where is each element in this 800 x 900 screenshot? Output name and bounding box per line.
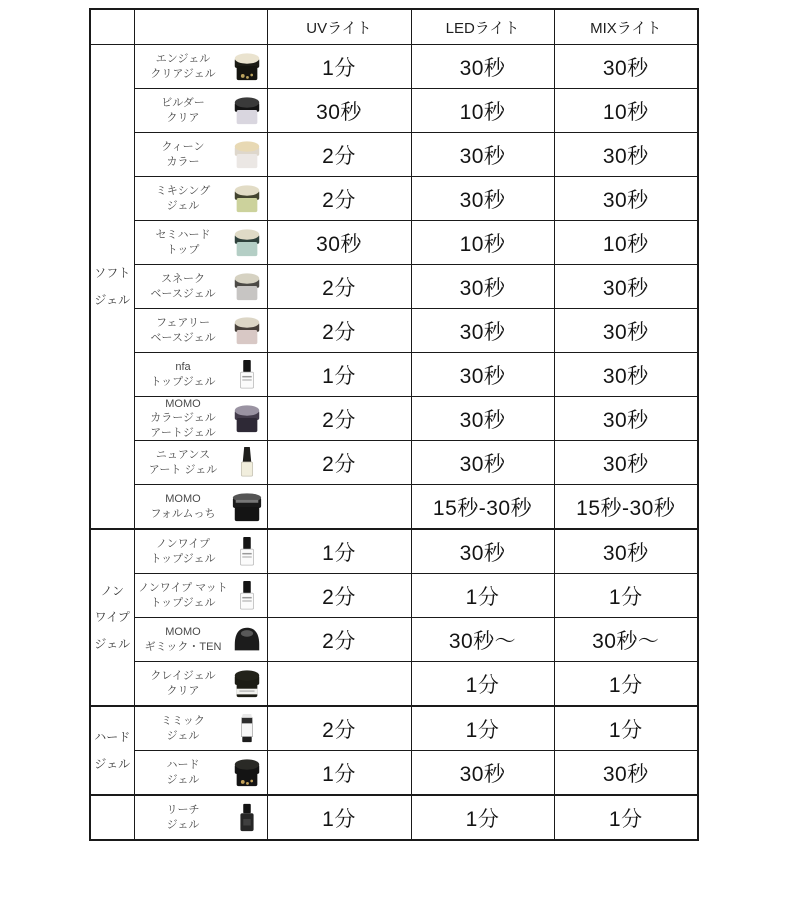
uv-time-cell: 2分 [267,177,411,221]
header-row [90,9,698,45]
product-name: ビルダー クリア [161,97,205,124]
product-name: エンジェル クリアジェル [150,53,216,80]
table-row [90,751,698,796]
group-label-non-wipe-gel [90,529,134,706]
group-label-line: ジェル [94,292,131,307]
product-name: nfa トップジェル [150,361,216,388]
mix-time-cell: 30秒 [554,177,698,221]
led-time-cell: 15秒-30秒 [411,485,554,530]
table-row [90,221,698,265]
table-row [90,265,698,309]
table-row [90,89,698,133]
mix-time-cell: 30秒 [554,529,698,574]
table-row [90,706,698,751]
product-name: MOMO フォルムっち [150,493,216,520]
mix-time-cell: 1分 [554,795,698,840]
led-time-cell: 30秒 [411,309,554,353]
mix-time-cell: 30秒 [554,751,698,796]
table-row [90,574,698,618]
jar-icon [230,755,264,791]
product-cell [134,353,267,397]
product-name: ミミック ジェル [161,715,205,742]
led-time-cell: 1分 [411,795,554,840]
led-time-cell: 1分 [411,662,554,707]
product-cell [134,618,267,662]
mix-time-cell: 1分 [554,706,698,751]
led-time-cell: 30秒 [411,133,554,177]
group-label-line: ソフト [94,266,131,281]
uv-time-cell [267,662,411,707]
jar-icon [230,401,264,437]
product-cell [134,221,267,265]
table-row [90,397,698,441]
uv-time-cell: 2分 [267,706,411,751]
curing-time-table [89,8,699,841]
group-label-line: ジェル [94,636,131,651]
product-cell [134,706,267,751]
bottle-tall-icon [230,445,264,481]
header-uv-light: UVライト [267,9,411,45]
mix-time-cell: 30秒 [554,309,698,353]
uv-time-cell: 1分 [267,45,411,89]
uv-time-cell [267,485,411,530]
product-cell [134,574,267,618]
product-name: ノンワイプ マット トップジェル [138,582,228,609]
table-row [90,309,698,353]
mix-time-cell: 30秒 [554,397,698,441]
product-name: ハード ジェル [166,759,200,786]
product-cell [134,529,267,574]
led-time-cell: 30秒 [411,751,554,796]
led-time-cell: 1分 [411,574,554,618]
led-time-cell: 1分 [411,706,554,751]
uv-time-cell: 30秒 [267,221,411,265]
mix-time-cell: 30秒 [554,133,698,177]
table-row [90,353,698,397]
table-row [90,441,698,485]
product-name: ニュアンス アート ジェル [148,449,218,476]
uv-time-cell: 1分 [267,795,411,840]
jar-icon [230,49,264,85]
product-cell [134,397,267,441]
mix-time-cell: 1分 [554,574,698,618]
mix-time-cell: 15秒-30秒 [554,485,698,530]
mix-time-cell: 30秒～ [554,618,698,662]
mix-time-cell: 30秒 [554,45,698,89]
mix-time-cell: 30秒 [554,265,698,309]
group-label-line: ワイプ [94,610,130,625]
jar-icon [230,137,264,173]
product-name: MOMO カラージェル アートジェル [150,398,216,439]
product-name: ミキシング ジェル [155,185,211,212]
product-cell [134,265,267,309]
mix-time-cell: 1分 [554,662,698,707]
uv-time-cell: 2分 [267,309,411,353]
led-time-cell: 30秒 [411,45,554,89]
product-name: セミハード トップ [155,229,211,256]
product-name: クィーン カラー [161,141,205,168]
led-time-cell: 30秒 [411,397,554,441]
mix-time-cell: 10秒 [554,221,698,265]
uv-time-cell: 2分 [267,441,411,485]
uv-time-cell: 1分 [267,751,411,796]
product-cell [134,441,267,485]
product-cell [134,133,267,177]
jar-icon [230,269,264,305]
product-cell [134,662,267,707]
jar-icon [230,666,264,702]
product-name: クレイジェル クリア [150,670,216,697]
led-time-cell: 30秒 [411,177,554,221]
group-label-line: ノン [100,583,125,598]
table-row [90,133,698,177]
tube-icon [230,711,264,747]
mix-time-cell: 30秒 [554,441,698,485]
jar-icon [230,225,264,261]
uv-time-cell: 2分 [267,397,411,441]
led-time-cell: 10秒 [411,221,554,265]
product-name: スネーク ベースジェル [150,273,216,300]
product-cell [134,177,267,221]
jar-icon [230,181,264,217]
bottle-icon [230,534,264,570]
product-name: MOMO ギミック・TEN [144,626,222,653]
uv-time-cell: 1分 [267,353,411,397]
dome-icon [230,622,264,658]
table-row [90,795,698,840]
product-cell [134,45,267,89]
table-row [90,485,698,530]
bottle-icon [230,578,264,614]
group-label-line: ジェル [94,756,131,771]
product-cell [134,485,267,530]
uv-time-cell: 2分 [267,618,411,662]
uv-time-cell: 30秒 [267,89,411,133]
led-time-cell: 30秒 [411,353,554,397]
table-row [90,662,698,707]
led-time-cell: 30秒～ [411,618,554,662]
product-cell [134,751,267,796]
uv-time-cell: 2分 [267,265,411,309]
uv-time-cell: 2分 [267,574,411,618]
table-row [90,529,698,574]
table-row [90,618,698,662]
product-name: リーチ ジェル [166,804,200,831]
group-label-other [90,795,134,840]
group-label-hard-gel [90,706,134,795]
jar-wide-icon [230,489,264,525]
bottle-dark-icon [230,800,264,836]
led-time-cell: 30秒 [411,529,554,574]
table-row [90,177,698,221]
product-cell [134,89,267,133]
product-cell [134,795,267,840]
uv-time-cell: 1分 [267,529,411,574]
group-label-line: ハード [94,730,131,745]
group-label-soft-gel [90,45,134,530]
led-time-cell: 10秒 [411,89,554,133]
mix-time-cell: 10秒 [554,89,698,133]
product-cell [134,309,267,353]
led-time-cell: 30秒 [411,441,554,485]
header-mix-light: MIXライト [554,9,698,45]
bottle-icon [230,357,264,393]
product-name: フェアリー ベースジェル [150,317,216,344]
header-category-blank [90,9,134,45]
jar-icon [230,313,264,349]
led-time-cell: 30秒 [411,265,554,309]
jar-icon [230,93,264,129]
header-product-blank [134,9,267,45]
mix-time-cell: 30秒 [554,353,698,397]
table-row [90,45,698,89]
uv-time-cell: 2分 [267,133,411,177]
header-led-light: LEDライト [411,9,554,45]
product-name: ノンワイプ トップジェル [150,538,216,565]
